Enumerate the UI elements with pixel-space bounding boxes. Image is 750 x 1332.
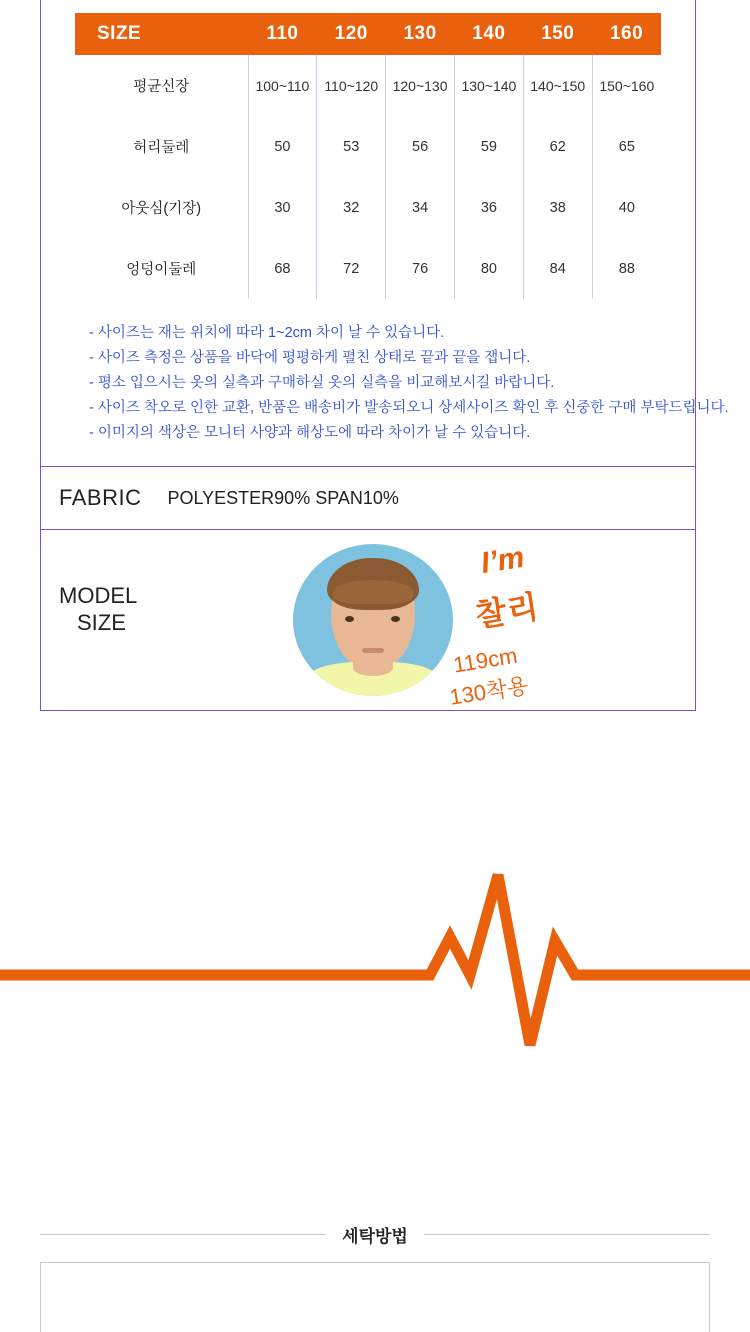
table-row: [75, 55, 661, 116]
size-table-header-cell: 130: [386, 13, 455, 55]
divider-left: [40, 1234, 326, 1235]
table-cell: 65: [618, 138, 635, 155]
size-table-head: [75, 13, 661, 55]
table-cell: 130~140: [454, 55, 523, 116]
table-cell: 88: [618, 260, 635, 277]
model-label-line2: SIZE: [77, 610, 126, 635]
model-name: 찰리: [472, 588, 542, 634]
avatar-eye-left: [345, 616, 354, 622]
washing-title: 세탁방법: [342, 1227, 408, 1246]
pulse-line: [0, 875, 750, 1045]
table-cell: 120~130: [386, 55, 455, 116]
size-table-header-row: [75, 13, 661, 55]
avatar-hair: [327, 558, 419, 610]
note-line: - 이미지의 색상은 모니터 사양과 해상도에 따라 차이가 날 수 있습니다.: [89, 425, 531, 441]
fabric-row: [41, 467, 695, 530]
size-table-header-cell: 120: [317, 13, 386, 55]
avatar-eye-right: [391, 616, 400, 622]
model-avatar: [293, 544, 453, 696]
row-label: 아웃심(기장): [75, 177, 248, 238]
fabric-value: POLYESTER90% SPAN10%: [167, 487, 399, 508]
avatar-shirt: [308, 662, 438, 696]
model-label-line1: MODEL: [59, 583, 138, 608]
size-table-header-cell: 150: [523, 13, 592, 55]
avatar-mouth: [362, 648, 384, 653]
model-height: 119cm: [451, 642, 520, 678]
table-cell: 140~150: [523, 55, 592, 116]
size-table: [75, 13, 661, 299]
table-cell: 53: [317, 116, 386, 177]
size-table-header-cell: 140: [454, 13, 523, 55]
table-cell: 110~120: [317, 55, 386, 116]
table-cell: 76: [386, 238, 455, 299]
row-label: 평균신장: [75, 55, 248, 116]
table-cell: 34: [386, 177, 455, 238]
pulse-svg: [0, 845, 750, 1065]
pulse-graphic: [0, 845, 750, 1065]
model-im-text: I’m: [478, 540, 527, 581]
table-cell: 36: [454, 177, 523, 238]
table-cell: 62: [523, 116, 592, 177]
table-row: [75, 116, 661, 177]
model-size-row: [41, 530, 695, 710]
table-cell: 30: [248, 177, 317, 238]
table-cell: 59: [454, 116, 523, 177]
table-cell: 68: [248, 238, 317, 299]
note-line: - 사이즈 착오로 인한 교환, 반품은 배송비가 발송되오니 상세사이즈 확인 후 신중한 구매 부탁드립니다.: [89, 400, 729, 416]
washing-content-box: [40, 1262, 710, 1332]
divider-right: [424, 1234, 710, 1235]
table-cell: 80: [454, 238, 523, 299]
washing-title-row: [0, 1222, 750, 1247]
table-row: [75, 238, 661, 299]
table-cell: 50: [248, 116, 317, 177]
size-notes: [41, 309, 729, 467]
size-table-header-cell: SIZE: [75, 13, 248, 55]
table-row: [75, 177, 661, 238]
table-cell: 40: [618, 199, 635, 216]
size-table-wrapper: [41, 0, 695, 309]
product-detail-card: [40, 0, 729, 711]
table-cell: 38: [523, 177, 592, 238]
note-line: - 사이즈는 재는 위치에 따라 1~2cm 차이 날 수 있습니다.: [89, 325, 445, 341]
table-cell: 32: [317, 177, 386, 238]
row-label: 허리둘레: [75, 116, 248, 177]
model-caption: [447, 540, 542, 710]
fabric-label: FABRIC: [59, 485, 142, 510]
table-cell: 100~110: [248, 55, 317, 116]
row-label: 엉덩이둘레: [75, 238, 248, 299]
model-wearing-size: 130착용: [447, 672, 530, 710]
table-cell: 84: [523, 238, 592, 299]
size-table-body: [75, 55, 661, 299]
table-cell: 150~160: [599, 77, 655, 94]
table-cell: 72: [317, 238, 386, 299]
note-line: - 사이즈 측정은 상품을 바닥에 평평하게 펼친 상태로 끝과 끝을 잽니다.: [89, 350, 531, 366]
note-line: - 평소 입으시는 옷의 실측과 구매하실 옷의 실측을 비교해보시길 바랍니다.: [89, 375, 555, 391]
washing-section: [0, 1222, 750, 1332]
table-cell: 56: [386, 116, 455, 177]
size-table-header-cell: 160: [592, 13, 661, 55]
size-table-header-cell: 110: [248, 13, 317, 55]
model-size-label: [59, 582, 137, 636]
